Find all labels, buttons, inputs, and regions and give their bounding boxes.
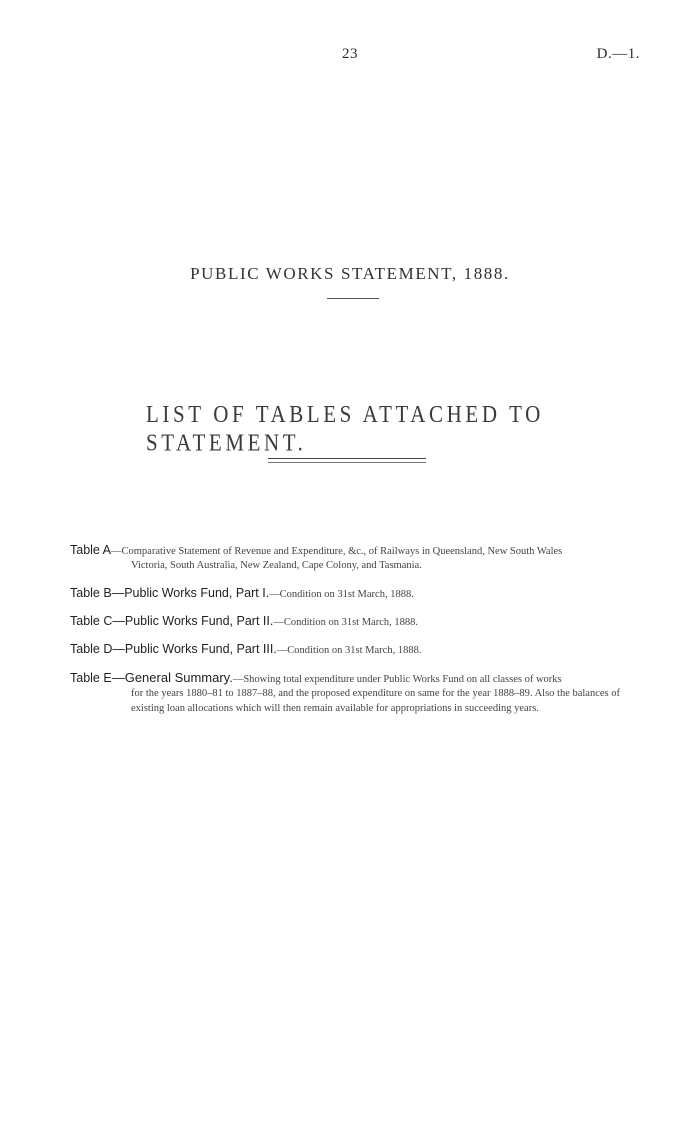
table-description: —Condition on 31st March, 1888. [276,645,422,656]
title-divider [327,298,379,299]
table-description: —Condition on 31st March, 1888. [269,589,414,600]
statement-title: PUBLIC WORKS STATEMENT, 1888. [190,264,510,283]
table-label: Table D [70,642,113,656]
table-description: —Showing total expenditure under Public Works Fund on all classes of works [232,674,562,685]
table-label: Table E [70,671,112,685]
table-heading: —Public Works Fund, Part I. [111,586,270,600]
table-label: Table A [70,543,112,557]
table-description: —Condition on 31st March, 1888. [273,617,418,628]
table-entry-b [70,586,650,601]
table-label: Table B [70,586,112,600]
document-reference: D.—1. [596,46,640,62]
table-heading: —Public Works Fund, Part II. [112,614,274,628]
heading-double-rule [268,458,426,463]
table-heading: —General Summary. [111,670,233,685]
list-of-tables-heading: LIST OF TABLES ATTACHED TO STATEMENT. [146,400,544,457]
table-entry-e [70,670,650,716]
table-entry-d [70,642,650,657]
page-number: 23 [342,46,358,62]
table-description: —Comparative Statement of Revenue and Expenditure, &c., of Railways in Queensland, New South Wales [111,546,563,557]
table-label: Table C [70,614,113,628]
table-heading: —Public Works Fund, Part III. [112,642,277,656]
table-description-continued: Victoria, South Australia, New Zealand, Cape Colony, and Tasmania. [131,560,422,571]
table-entry-a [70,543,650,573]
table-entry-c [70,614,650,629]
table-description-continued: for the years 1880–81 to 1887–88, and the proposed expenditure on same for the year 1888–89. Also the balances of existing loan allocations which will then remain available for appropriations in succeeding years. [131,688,620,714]
tables-list [70,543,650,729]
